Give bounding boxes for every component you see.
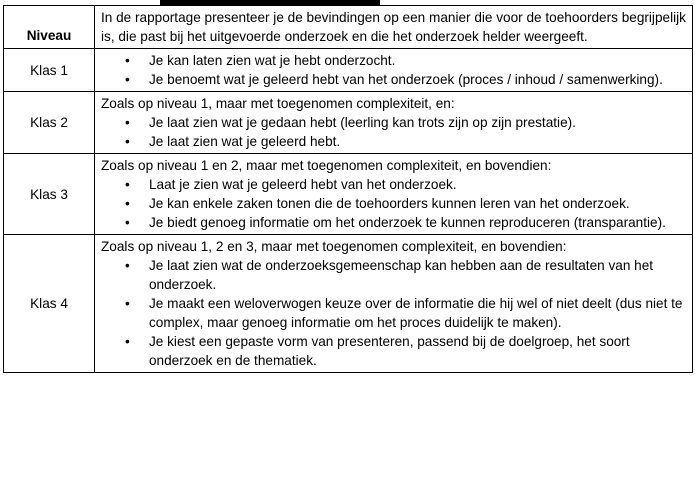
level-row-klas-3 bbox=[4, 154, 693, 235]
criterion-item: • Je kiest een gepaste vorm van presenteren, passend bij de doelgroep, het soort onderzoek en de thematiek. bbox=[101, 332, 686, 370]
level-label: Klas 1 bbox=[4, 49, 95, 92]
level-label: Klas 2 bbox=[4, 92, 95, 154]
level-criteria bbox=[95, 235, 693, 373]
criteria-list bbox=[101, 175, 686, 232]
criterion-item: • Je maakt een weloverwogen keuze over de informatie die hij wel of niet deelt (dus niet te complex, maar genoeg informatie om het proces duidelijk te maken). bbox=[101, 294, 686, 332]
niveau-header: Niveau bbox=[4, 6, 95, 49]
description-header: In de rapportage presenteer je de bevindingen op een manier die voor de toehoorders begrijpelijk is, die past bij het uitgevoerde onderzoek en die het onderzoek helder weergeeft. bbox=[95, 6, 693, 49]
criteria-intro: Zoals op niveau 1, 2 en 3, maar met toegenomen complexiteit, en bovendien: bbox=[101, 239, 567, 254]
header-row bbox=[4, 6, 693, 49]
criterion-item: • Je biedt genoeg informatie om het onderzoek te kunnen reproduceren (transparantie). bbox=[101, 213, 686, 232]
level-row-klas-1 bbox=[4, 49, 693, 92]
level-label: Klas 4 bbox=[4, 235, 95, 373]
rubric-table bbox=[3, 5, 693, 373]
criterion-item: • Je benoemt wat je geleerd hebt van het onderzoek (proces / inhoud / samenwerking). bbox=[101, 70, 686, 89]
criterion-item: • Je kan enkele zaken tonen die de toehoorders kunnen leren van het onderzoek. bbox=[101, 194, 686, 213]
criteria-list bbox=[101, 51, 686, 89]
level-criteria bbox=[95, 154, 693, 235]
level-label: Klas 3 bbox=[4, 154, 95, 235]
criterion-item: • Je laat zien wat de onderzoeksgemeenschap kan hebben aan de resultaten van het onderzoek. bbox=[101, 256, 686, 294]
criteria-intro: Zoals op niveau 1, maar met toegenomen complexiteit, en: bbox=[101, 96, 455, 111]
level-row-klas-2 bbox=[4, 92, 693, 154]
level-criteria bbox=[95, 49, 693, 92]
criteria-list bbox=[101, 113, 686, 151]
criterion-item: • Je kan laten zien wat je hebt onderzocht. bbox=[101, 51, 686, 70]
level-criteria bbox=[95, 92, 693, 154]
criterion-item: • Je laat zien wat je geleerd hebt. bbox=[101, 132, 686, 151]
level-row-klas-4 bbox=[4, 235, 693, 373]
criterion-item: • Laat je zien wat je geleerd hebt van het onderzoek. bbox=[101, 175, 686, 194]
criterion-item: • Je laat zien wat je gedaan hebt (leerling kan trots zijn op zijn prestatie). bbox=[101, 113, 686, 132]
criteria-intro: Zoals op niveau 1 en 2, maar met toegenomen complexiteit, en bovendien: bbox=[101, 158, 552, 173]
criteria-list bbox=[101, 256, 686, 370]
